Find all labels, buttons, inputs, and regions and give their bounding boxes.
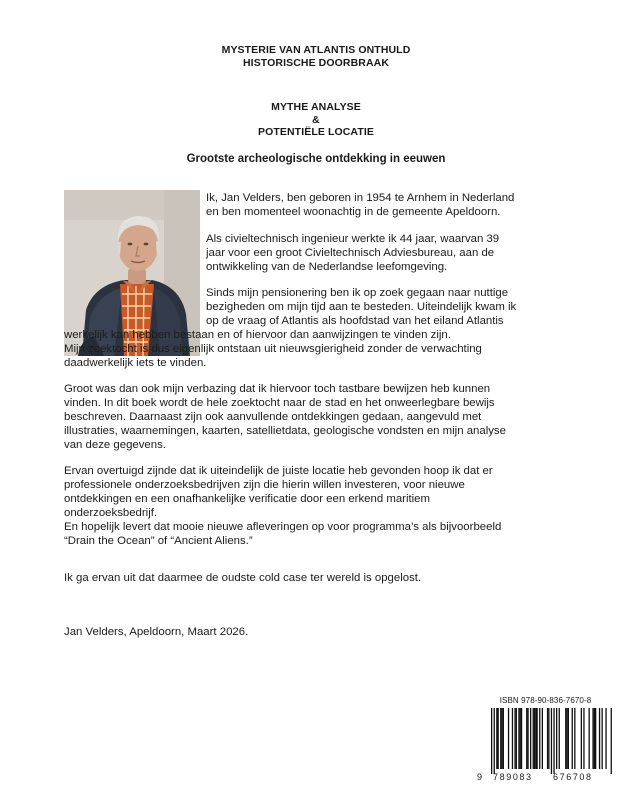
barcode-bar: [547, 708, 548, 769]
text-line: beschreven. Daarnaast zijn ook aanvullende ontdekkingen gedaan, aangevuld met: [64, 411, 482, 424]
barcode-bar: [581, 708, 582, 769]
barcode-bar: [605, 708, 606, 769]
barcode-bar: [542, 708, 543, 769]
text-line: illustraties, waarnemingen, kaarten, satellietdata, geologische vondsten en mijn analyse: [64, 425, 506, 438]
barcode-digit-first: 9: [477, 772, 483, 782]
barcode-bar: [556, 708, 557, 769]
text-line: ontdekkingen en een onafhankelijke verificatie door een erkend maritiem: [64, 493, 430, 506]
barcode-bar: [566, 708, 567, 769]
barcode-bar: [503, 708, 504, 769]
text-line: professionele onderzoeksbedrijven zijn die hierin willen investeren, voor nieuwe: [64, 479, 465, 492]
barcode-bar: [526, 708, 527, 769]
text-line: Ervan overtuigd zijnde dat ik uiteindelijk de juiste locatie heb gevonden hoop ik dat er: [64, 465, 493, 477]
subtitle: Grootste archeologische ontdekking in eeuwen: [186, 153, 446, 165]
text-line: vinden. In dit boek wordt de hele zoektocht naar de stad en het onweerlegbare bewijs: [64, 397, 495, 410]
barcode-bar: [520, 708, 521, 769]
text-line: jaar voor een groot Civieltechnisch Adviesbureau, aan de: [206, 247, 495, 260]
barcode-bar: [530, 708, 531, 769]
barcode-bar: [574, 708, 575, 769]
barcode-bar: [514, 708, 515, 769]
barcode-bar: [548, 708, 549, 769]
barcode-bar: [565, 708, 566, 769]
section-title-ampersand: &: [312, 114, 320, 126]
book-title-line2: HISTORISCHE DOORBRAAK: [243, 57, 389, 69]
text-line: Groot was dan ook mijn verbazing dat ik hiervoor toch tastbare bewijzen heb kunnen: [64, 383, 491, 395]
barcode-bar: [496, 708, 497, 769]
text-line: werkelijk kan hebben bestaan en of hiervoor dan aanwijzingen te vinden zijn.: [64, 329, 451, 341]
barcode-bar: [589, 708, 590, 769]
text-line: daadwerkelijk iets te vinden.: [64, 357, 207, 370]
text-line: Mijn zoektocht is dus eigenlijk ontstaan uit nieuwsgierigheid zonder de verwachting: [64, 343, 482, 356]
paragraph-discovery: [64, 382, 614, 452]
text-line: bezigheden om mijn tijd aan te besteden. Uiteindelijk kwam ik: [206, 301, 517, 314]
author-signature-line: Jan Velders, Apeldoorn, Maart 2026.: [64, 626, 249, 638]
barcode-digits-right: 676708: [553, 772, 593, 782]
paragraph-search-start: [206, 286, 606, 328]
barcode-bar: [500, 708, 501, 769]
barcode-bar: [595, 708, 596, 769]
barcode-bar: [559, 708, 560, 769]
text-line: “Drain the Ocean” of “Ancient Aliens.”: [64, 535, 253, 548]
paragraph-career: [206, 232, 606, 274]
paragraph-conclusion: [64, 571, 614, 585]
text-line: Ik, Jan Velders, ben geboren in 1954 te Arnhem in Nederland: [206, 192, 515, 204]
text-line: Ik ga ervan uit dat daarmee de oudste cold case ter wereld is opgelost.: [64, 572, 422, 584]
barcode-icon: [479, 708, 612, 774]
barcode-bar: [551, 708, 552, 774]
isbn-label: ISBN 978-90-836-7670-8: [499, 696, 592, 705]
text-line: van deze gegevens.: [64, 439, 166, 452]
isbn-barcode-block: [477, 696, 614, 786]
text-line: En hopelijk levert dat mooie nieuwe afleveringen op voor programma’s als bijvoorbeeld: [64, 521, 502, 534]
barcode-bar: [508, 708, 509, 769]
paragraph-investment: [64, 464, 614, 549]
barcode-bar: [592, 708, 593, 769]
text-line: Sinds mijn pensionering ben ik op zoek gegaan naar nuttige: [206, 287, 509, 299]
section-title-line1: MYTHE ANALYSE: [271, 101, 361, 113]
barcode-bar: [553, 708, 554, 774]
barcode-bar: [539, 708, 540, 769]
barcode-bar: [518, 708, 519, 769]
paragraph-search-end: [64, 328, 614, 370]
section-title-line2: POTENTIËLE LOCATIE: [258, 126, 374, 138]
barcode-bar: [516, 708, 517, 769]
text-line: Als civieltechnisch ingenieur werkte ik 44 jaar, waarvan 39: [206, 233, 500, 245]
barcode-bar: [534, 708, 535, 769]
barcode-bar: [594, 708, 595, 769]
barcode-bar: [537, 708, 538, 769]
barcode-digits-left: 789083: [493, 772, 533, 782]
barcode-bar: [572, 708, 573, 769]
barcode-bar: [512, 708, 513, 769]
barcode-bar: [491, 708, 492, 774]
barcode-bar: [568, 708, 569, 769]
barcode-bar: [527, 708, 528, 769]
barcode-bar: [611, 708, 612, 774]
book-title-line1: MYSTERIE VAN ATLANTIS ONTHULD: [221, 44, 411, 56]
text-line: ontwikkeling van de Nederlandse leefomgeving.: [206, 261, 448, 274]
text-line: onderzoeksbedrijf.: [64, 507, 158, 520]
barcode-bar: [501, 708, 502, 769]
barcode-bar: [535, 708, 536, 769]
barcode-bar: [602, 708, 603, 769]
barcode-bar: [494, 708, 495, 774]
barcode-bar: [498, 708, 499, 769]
barcode-bar: [583, 708, 584, 769]
barcode-bar: [599, 708, 600, 769]
text-line: op de vraag of Atlantis als hoofdstad van het eiland Atlantis: [206, 315, 504, 328]
paragraph-intro: [206, 191, 606, 219]
barcode-bar: [521, 708, 522, 769]
text-line: en ben momenteel woonachtig in de gemeente Apeldoorn.: [206, 206, 501, 219]
barcode-bar: [533, 708, 534, 769]
